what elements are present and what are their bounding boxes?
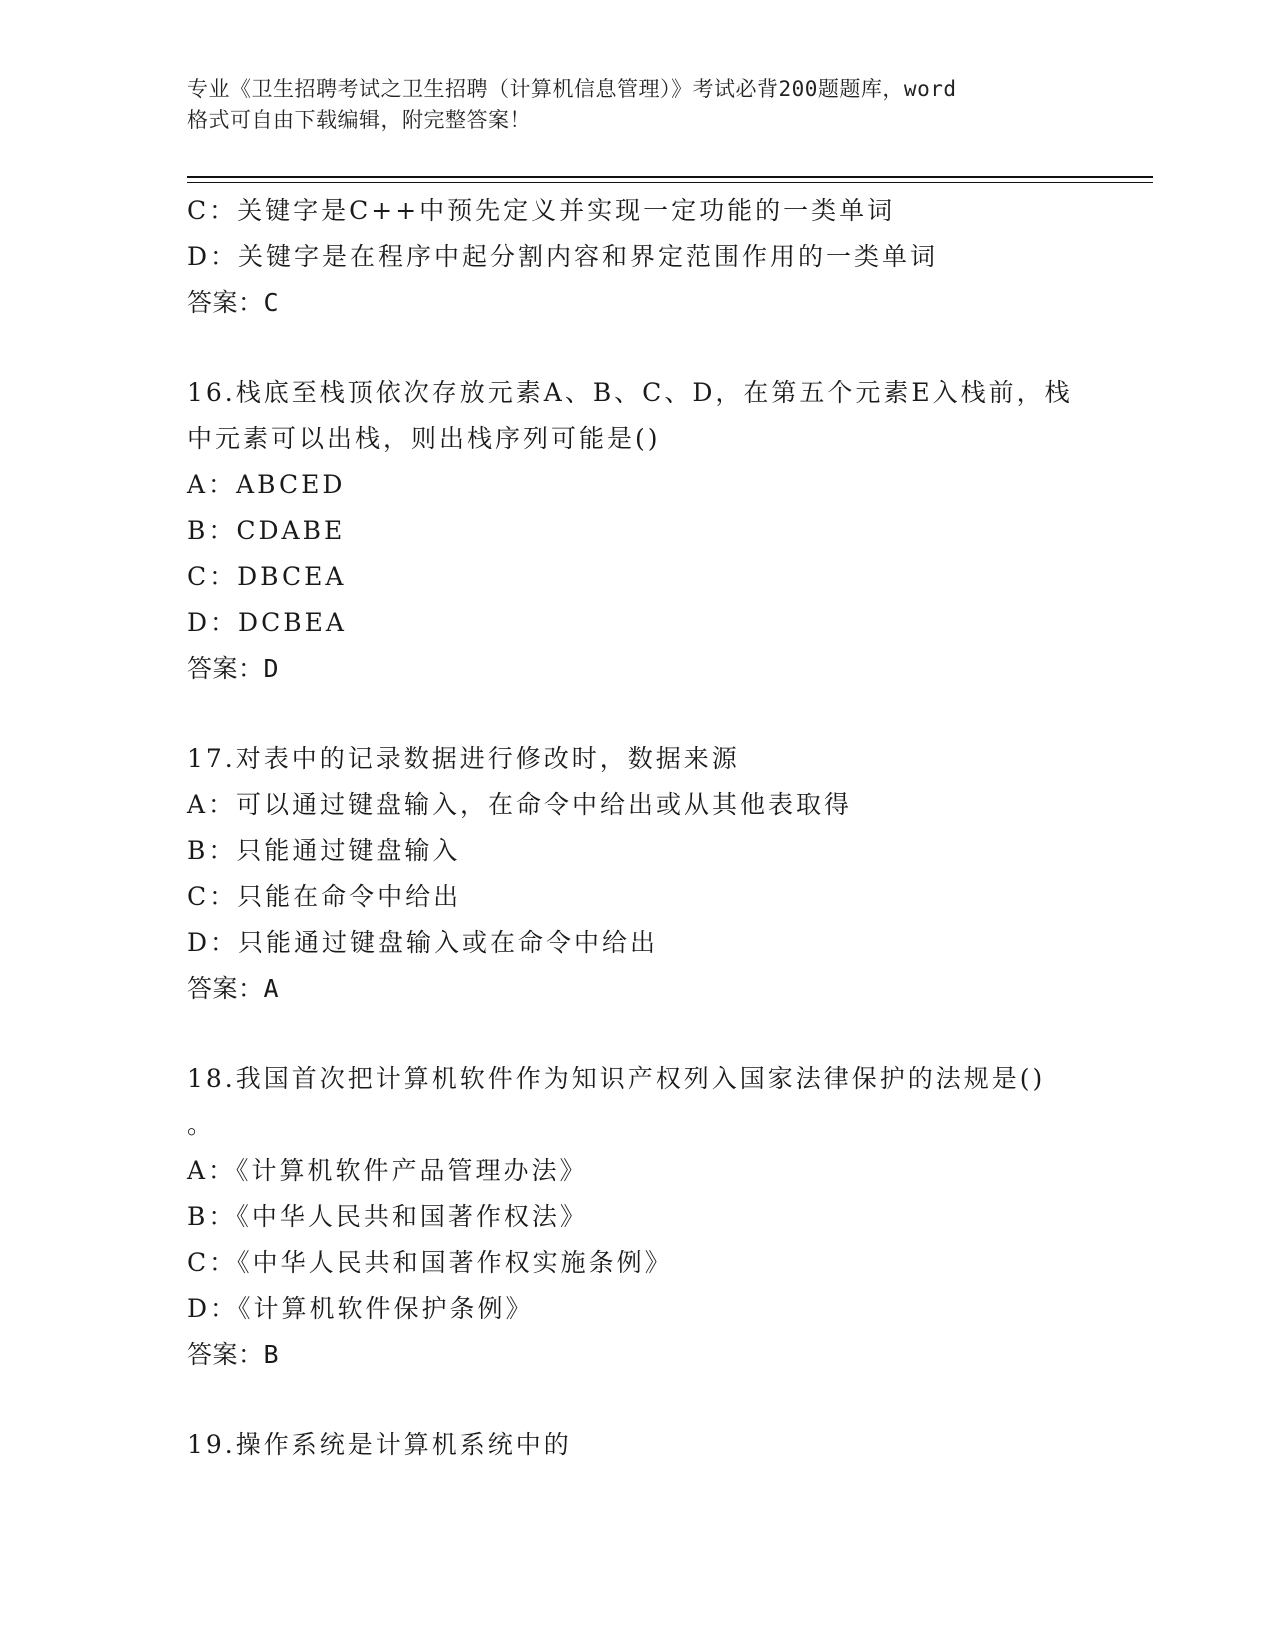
question-content bbox=[187, 188, 1087, 1468]
question-text: 中元素可以出栈，则出栈序列可能是() bbox=[187, 424, 661, 453]
option-c: C：只能在命令中给出 bbox=[187, 882, 462, 911]
question-text: 16.栈底至栈顶依次存放元素A、B、C、D，在第五个元素E入栈前，栈 bbox=[187, 378, 1073, 407]
option-c: C：《中华人民共和国著作权实施条例》 bbox=[187, 1248, 673, 1277]
answer-line: 答案：B bbox=[187, 1340, 280, 1369]
question-text: 19.操作系统是计算机系统中的 bbox=[187, 1430, 572, 1459]
option-b: B：《中华人民共和国著作权法》 bbox=[187, 1202, 588, 1231]
option-d: D：《计算机软件保护条例》 bbox=[187, 1294, 534, 1323]
question-text: 。 bbox=[187, 1110, 216, 1139]
answer-line: 答案：A bbox=[187, 974, 280, 1003]
document-header bbox=[187, 74, 1087, 136]
option-c: C：DBCEA bbox=[187, 562, 347, 591]
header-line-2: 格式可自由下载编辑，附完整答案！ bbox=[187, 108, 531, 132]
header-rule-thick bbox=[187, 176, 1153, 178]
option-a: A：《计算机软件产品管理办法》 bbox=[187, 1156, 588, 1185]
option-b: B：CDABE bbox=[187, 516, 346, 545]
question-17 bbox=[187, 736, 1087, 1012]
option-d: D：关键字是在程序中起分割内容和界定范围作用的一类单词 bbox=[187, 242, 939, 271]
option-d: D：只能通过键盘输入或在命令中给出 bbox=[187, 928, 659, 957]
question-16 bbox=[187, 370, 1087, 692]
option-c: C：关键字是C++中预先定义并实现一定功能的一类单词 bbox=[187, 196, 896, 225]
answer-line: 答案：D bbox=[187, 654, 280, 683]
question-18 bbox=[187, 1056, 1087, 1378]
question-19 bbox=[187, 1422, 1087, 1468]
question-text: 17.对表中的记录数据进行修改时，数据来源 bbox=[187, 744, 740, 773]
answer-line: 答案：C bbox=[187, 288, 280, 317]
option-b: B：只能通过键盘输入 bbox=[187, 836, 461, 865]
header-line-1: 专业《卫生招聘考试之卫生招聘（计算机信息管理）》考试必背200题题库，word bbox=[187, 77, 957, 101]
question-text: 18.我国首次把计算机软件作为知识产权列入国家法律保护的法规是() bbox=[187, 1064, 1046, 1093]
header-rule-thin bbox=[187, 182, 1153, 183]
option-d: D：DCBEA bbox=[187, 608, 347, 637]
option-a: A：ABCED bbox=[187, 470, 346, 499]
carryover-block bbox=[187, 188, 1087, 326]
option-a: A：可以通过键盘输入，在命令中给出或从其他表取得 bbox=[187, 790, 853, 819]
